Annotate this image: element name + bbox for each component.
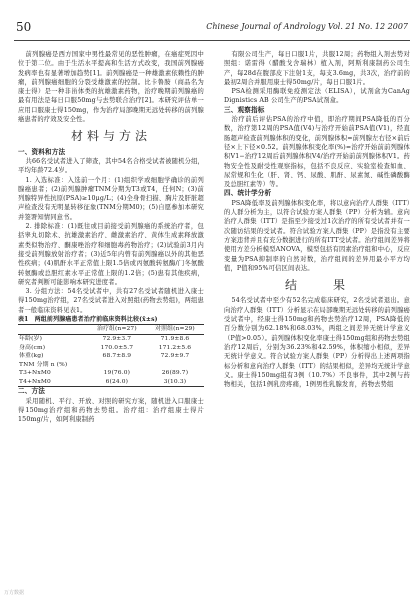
intro-paragraph: 前列腺癌是西方国家中男性最常见的恶性肿瘤，在癌症死因中位于第二位。由于生活水平提高和生活方式改变，我国前列腺癌发病率也有显著增加趋势[1]。前列腺癌是一种雄激素依赖性的肿瘤，前列腺癌细胞的分裂受雄激素的控制。比卡鲁胺（商品名为康士得）是一种非甾体类的抗雄激素药物，治疗晚期前列腺癌的最有用法是每日口服50mg与去势联合治疗[2]。本研究评估单一应用口服康士得150mg，作为治疗局部晚期无远处转移的前列腺癌患者的疗效及安全性。 xyxy=(18,51,204,124)
paragraph: 共66名受试者进入了筛查，其中54名合格受试者被随机分组，平均年龄72.4岁。 xyxy=(18,157,204,175)
table-cell: 身高(cm) xyxy=(19,344,46,351)
paragraph: 3. 分组方法：54名受试者中，共有27名受试者随机进入康士得150mg治疗组，27名受试者进入对照组(药物去势组)，两组患者一般临床资料见表1。 xyxy=(18,288,204,314)
table-row xyxy=(18,378,204,387)
table-cell xyxy=(88,361,146,370)
section-title-results: 结 果 xyxy=(284,278,349,293)
subsection-title: 三、观察指标 xyxy=(224,105,265,114)
table-cell xyxy=(146,361,204,370)
table-cell: 72.9±3.7 xyxy=(102,335,132,342)
subsection-title: 一、资料和方法 xyxy=(18,147,66,156)
table-row xyxy=(18,369,204,378)
left-column xyxy=(18,50,204,425)
table-header-cell xyxy=(18,325,88,335)
table-cell: 72.9±9.7 xyxy=(160,353,190,360)
paragraph: 54名受试者中至少有52名完成临床研究，2名受试者退出。意向治疗人群集（ITT）分析显示在局部晚期无远处转移的前列腺癌受试者中，经康士得150mg和药物去势治疗12周，PSA降低的百分数分别为62.18%和68.03%，两组之间差异无统计学意义（P值>0.05）。前列腺体积变化率康士得150mg组和药物去势组治疗12周后，分别为36.23%和42.59%，体积缩小相似，差异无统计学意义。符合试验方案人群集（PP）分析得出上述两项指标分析和意向治疗人群集（ITT）的结果相似，差异均无统计学意义。康士得150mg组有3例（10.7%）不良事件，其中2例与药物相关，包括1例乳房疼痛，1例男性乳腺发育，药物去势组 xyxy=(224,297,410,389)
table-row xyxy=(18,344,204,353)
paragraph: 采用随机、平行、开放、对照的研究方案，随机进入口服康士得150mg治疗组和药物去势组。治疗组：治疗组康士得片150mg/片，如阿利康制药 xyxy=(18,397,204,424)
subsection-title: 二、方法 xyxy=(18,387,45,396)
subsection-title: 四、统计学分析 xyxy=(224,189,272,198)
table-header-cell: 治疗组(n=27) xyxy=(96,326,137,333)
table-cell: T4+NxM0 xyxy=(19,378,51,385)
paragraph: PSA检测采用酶联免疫测定法（ELISA），试剂盒为CanAg Dignistics AB 公司生产的PSA试剂盒。 xyxy=(224,88,410,105)
table-row xyxy=(18,352,204,361)
table-row xyxy=(18,334,204,343)
table-cell: 68.7±8.9 xyxy=(102,353,132,360)
table-cell: 26(89.7) xyxy=(161,370,189,377)
table-row xyxy=(18,361,204,370)
table-cell: 年龄(岁) xyxy=(19,335,43,342)
paragraph: 治疗前后评估PSA的治疗中值，即治疗期间PSA降低的百分数，治疗第12周的PSA值(V4)与治疗开始前PSA值(V1)，经直肠超声检查前列腺体积的变化，前列腺体积=前列腺左右径×前后径×上下径×0.52。前列腺体积变化率(%)=治疗开始前前列腺体积V1−治疗12周后前列腺体积V4/治疗开始前前列腺体积V1。药物安全性及耐受性观察指标，包括不良反应、实验室检查如血、尿常规和生化（肝、肾、钙、尿酸、肌酐、尿素氮、碱性磷酸酶及总胆红素等）等。 xyxy=(224,116,410,189)
table-header-cell: 对照组(n=29) xyxy=(155,326,195,333)
page-header xyxy=(14,14,410,41)
section-title-methods: 材料与方法 xyxy=(70,129,151,144)
table-cell: T3+NxM0 xyxy=(19,370,51,377)
right-column xyxy=(224,50,410,389)
table-cell: 体重(kg) xyxy=(19,353,44,360)
table-cell: 170.0±5.7 xyxy=(100,344,134,351)
page-number: 50 xyxy=(16,20,32,34)
table-header-row xyxy=(18,325,204,335)
footer-watermark: 万方数据 xyxy=(4,590,25,596)
table-cell: 71.9±8.6 xyxy=(160,335,190,342)
table-cell: 6(24.0) xyxy=(105,378,129,385)
paragraph: 1. 入选标准：入选前一个月：(1)组织学或细胞学确诊的前列腺癌患者；(2)前列腺肿瘤TNM分期为T3或T4，任何N；(3)前列腺特异性抗原(PSA)≥10μg/L；(4)全身骨扫描、胸片及肝脏超声检查没有无明显转移征象(TNM分期M0)；(5)自愿参加本研究并签署知情同意书。 xyxy=(18,176,204,221)
table-cell: 3(10.3) xyxy=(163,378,187,385)
table-cell: TNM 分期 n (%) xyxy=(19,361,68,368)
table-cell: 171.2±5.6 xyxy=(158,344,192,351)
paragraph: 2. 排除标准：(1)既往或目前接受前列腺癌的系统治疗者，包括睾丸切除术、抗雄激素治疗、雌激素治疗、黄体生成素释放激素类似物治疗、酮康唑治疗和细胞毒药物治疗；(2)试验前3月内接受前列腺放射治疗者；(3)近5年内曾有前列腺癌以外的其他恶性疾病；(4)肌酐水平正常值上限1.5倍或丙氨酸转氨酶/门冬氨酸转氨酶或总胆红素水平正常值上限的1.2倍；(5)患有其他疾病，研究者判断可能影响本研究进度者。 xyxy=(18,223,204,286)
table-cell: 19(76.0) xyxy=(103,370,131,377)
paragraph: 有限公司生产，每日口服1片，共服12周；药物组入剂去势对照组：诺雷得（醋酸戈舍瑞林）植入剂，阿斯利康制药公司生产，每28d在腹部皮下注射1支，每支3.6mg，共3次，治疗前的最初2周合并服用康士得50mg/片，每日口服1片。 xyxy=(224,51,410,86)
journal-title: Chinese Journal of Andrology Vol. 21 No. 12 2007 xyxy=(206,22,408,31)
table-caption: 表1 两组前列腺癌患者治疗前临床资料比较(x̄±s) xyxy=(18,316,158,324)
clinical-data-table xyxy=(18,324,204,387)
paragraph: PSA降低率及前列腺体积变化率，将以意向治疗人群集（ITT）的人群分析为主，以符合试验方案人群集（PP）分析为辅。意向治疗人群集（ITT）是指至少接受过1次治疗的所有受试者并有一次随访结果的受试者。符合试验方案人群集（PP）是指没有主要方案违背并且有充分数据进行的所有ITT受试者。治疗组间差异将使用方差分析模型ANOVA，模型包括有因素治疗组和中心，反应变量为PSA抑制率的自然对数，治疗组间的差异用最小平方均值，P值和95%可信区间表达。 xyxy=(224,199,410,272)
